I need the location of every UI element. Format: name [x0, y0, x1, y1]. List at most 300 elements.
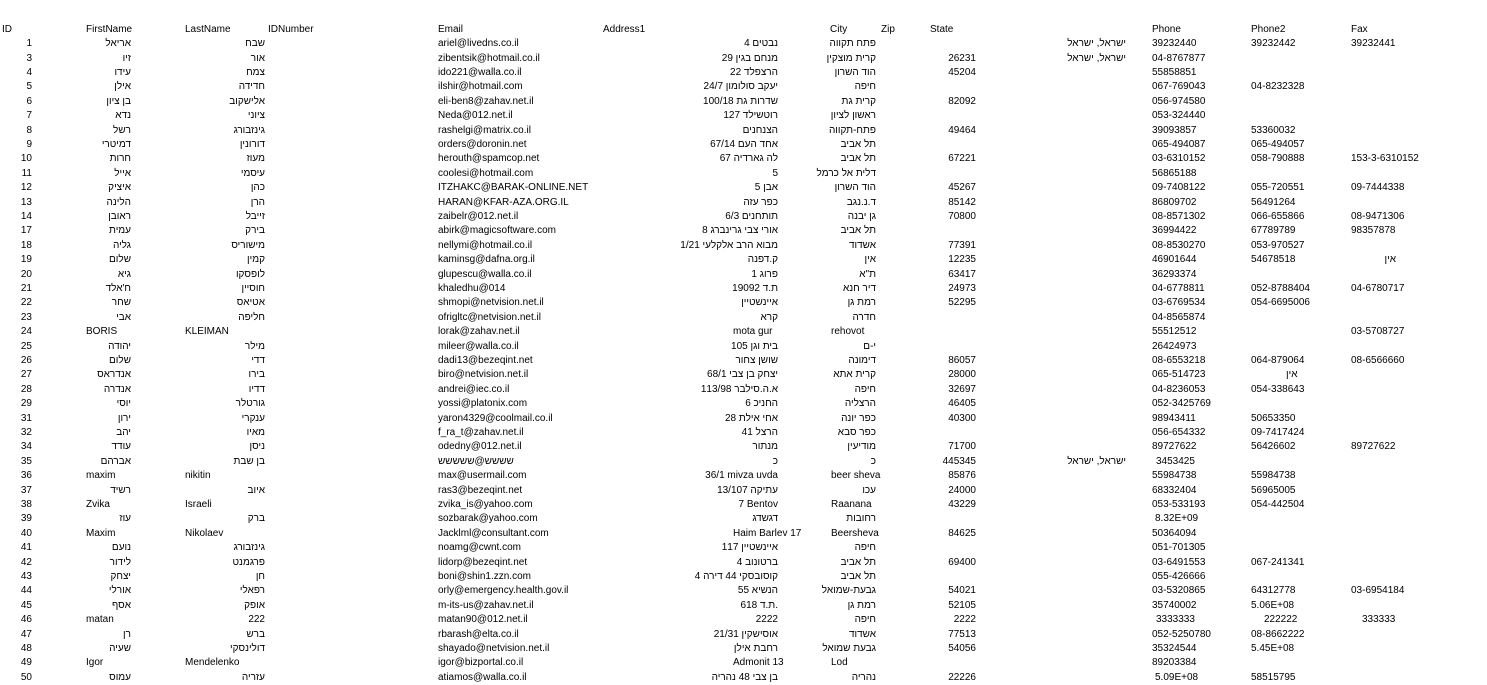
cell-first[interactable]: איציק: [108, 182, 131, 194]
cell-email[interactable]: ofrigltc@netvision.net.il: [438, 311, 541, 323]
cell-id[interactable]: 48: [20, 643, 32, 654]
cell-last[interactable]: לופסקו: [235, 268, 265, 280]
cell-phone[interactable]: 03-6491553: [1152, 556, 1206, 568]
column-header-phone[interactable]: Phone: [1152, 24, 1181, 35]
cell-first[interactable]: יצחק: [110, 571, 131, 582]
cell-phone[interactable]: 46901644: [1152, 254, 1197, 266]
cell-city[interactable]: גבעת שמואל: [822, 643, 876, 654]
table-row[interactable]: [0, 210, 1487, 224]
column-header-email[interactable]: Email: [438, 24, 464, 35]
table-row[interactable]: [0, 628, 1487, 642]
cell-id[interactable]: 1: [26, 38, 32, 50]
cell-email[interactable]: dadi13@bezeqint.net: [438, 355, 533, 366]
cell-phone[interactable]: 08-6553218: [1152, 355, 1206, 366]
cell-addr[interactable]: יצחק בן צבי 68/1: [707, 369, 778, 381]
cell-email[interactable]: orly@emergency.health.gov.il: [438, 585, 569, 597]
column-header-first[interactable]: FirstName: [86, 24, 133, 35]
cell-fax[interactable]: 03-6954184: [1351, 585, 1405, 597]
cell-zip[interactable]: 71700: [948, 441, 976, 453]
cell-zip[interactable]: 43229: [948, 499, 976, 510]
cell-phone2[interactable]: 066-655866: [1251, 211, 1305, 222]
cell-first[interactable]: חרות: [109, 153, 131, 165]
cell-email[interactable]: ido221@walla.co.il: [438, 67, 522, 78]
cell-id[interactable]: 11: [21, 167, 32, 179]
cell-id[interactable]: 37: [20, 484, 32, 496]
cell-id[interactable]: 17: [20, 225, 32, 237]
column-header-idnum[interactable]: IDNumber: [268, 24, 314, 35]
cell-phone[interactable]: 04-8236053: [1152, 383, 1206, 395]
cell-id[interactable]: 34: [20, 441, 32, 453]
column-header-phone2[interactable]: Phone2: [1251, 24, 1286, 35]
cell-addr[interactable]: תותחנים 6/3: [725, 211, 778, 222]
cell-city[interactable]: תל אביב: [840, 225, 876, 237]
cell-first[interactable]: רשל: [113, 124, 131, 136]
cell-city[interactable]: נהריה: [851, 671, 876, 683]
cell-phone2[interactable]: 56426602: [1251, 441, 1296, 453]
cell-addr[interactable]: mota gur: [733, 326, 773, 338]
table-row[interactable]: [0, 671, 1487, 685]
cell-phone2[interactable]: 50653350: [1251, 412, 1296, 424]
table-row[interactable]: [0, 570, 1487, 584]
cell-phone2[interactable]: 54678518: [1251, 254, 1296, 266]
cell-id[interactable]: 24: [20, 326, 32, 338]
cell-phone2[interactable]: 054-442504: [1251, 499, 1305, 510]
cell-city[interactable]: י-ם: [863, 340, 876, 352]
cell-addr[interactable]: כפר עזה: [743, 196, 778, 208]
cell-first[interactable]: נדא: [115, 110, 131, 122]
cell-first[interactable]: נועם: [111, 542, 131, 554]
cell-first[interactable]: עמוס: [109, 671, 131, 683]
cell-last[interactable]: גינזבורג: [233, 542, 265, 554]
cell-zip[interactable]: 26231: [948, 52, 976, 64]
table-row[interactable]: [0, 412, 1487, 426]
cell-email[interactable]: eli-ben8@zahav.net.il: [438, 95, 534, 107]
cell-addr[interactable]: ת.ד 19092: [732, 283, 778, 294]
cell-zip[interactable]: 45204: [948, 67, 976, 78]
cell-city[interactable]: Lod: [831, 657, 848, 669]
cell-first[interactable]: BORIS: [86, 326, 118, 338]
cell-addr[interactable]: דגשדג: [752, 513, 778, 525]
cell-fax[interactable]: 333333: [1362, 614, 1396, 626]
cell-phone[interactable]: 065-514723: [1152, 369, 1206, 381]
cell-last[interactable]: שבח: [245, 38, 265, 50]
table-row[interactable]: [0, 397, 1487, 411]
cell-email[interactable]: khaledhu@014: [438, 283, 506, 294]
table-row[interactable]: [0, 253, 1487, 267]
cell-addr[interactable]: 7 Bentov: [738, 499, 778, 510]
cell-first[interactable]: ירון: [117, 412, 131, 424]
cell-email[interactable]: herouth@spamcop.net: [438, 153, 540, 165]
cell-phone2[interactable]: 053-970527: [1251, 239, 1305, 251]
cell-zip[interactable]: 28000: [948, 369, 976, 381]
column-header-last[interactable]: LastName: [185, 24, 231, 35]
cell-city[interactable]: חיפה: [854, 614, 876, 626]
cell-email[interactable]: yossi@platonix.com: [438, 398, 528, 410]
cell-first[interactable]: שלום: [109, 254, 131, 266]
cell-city[interactable]: אשדוד: [848, 628, 876, 640]
cell-fax[interactable]: 04-6780717: [1351, 283, 1405, 294]
cell-email[interactable]: nellymi@hotmail.co.il: [438, 239, 533, 251]
cell-city[interactable]: תל אביב: [840, 139, 876, 150]
cell-email[interactable]: boni@shin1.zzn.com: [438, 571, 531, 582]
cell-city[interactable]: פתח-תקווה: [828, 124, 876, 136]
cell-phone[interactable]: 36293374: [1152, 268, 1197, 280]
cell-zip[interactable]: 69400: [948, 556, 976, 568]
cell-last[interactable]: צמח: [246, 67, 265, 78]
cell-phone[interactable]: 55858851: [1152, 67, 1197, 78]
cell-first[interactable]: Maxim: [86, 527, 116, 539]
cell-addr[interactable]: קרא: [760, 311, 778, 323]
cell-addr[interactable]: הרצפלד 22: [730, 67, 778, 78]
cell-first[interactable]: אריאל: [105, 38, 131, 50]
column-header-id[interactable]: ID: [2, 24, 12, 35]
cell-addr[interactable]: שדרות גת 100/18: [703, 95, 778, 107]
cell-city[interactable]: הוד השרון: [834, 182, 876, 194]
cell-id[interactable]: 43: [20, 571, 32, 582]
cell-email[interactable]: matan90@012.net.il: [438, 614, 528, 626]
cell-last[interactable]: דדיו: [248, 383, 265, 395]
cell-phone2[interactable]: 39232442: [1251, 38, 1296, 50]
cell-first[interactable]: שעיה: [109, 643, 131, 654]
cell-phone[interactable]: 98943411: [1152, 412, 1196, 424]
cell-addr[interactable]: ק.דפנה: [747, 254, 778, 266]
cell-last[interactable]: ברש: [246, 628, 265, 640]
column-header-addr[interactable]: Address1: [603, 24, 646, 35]
cell-phone[interactable]: 5.09E+08: [1155, 671, 1199, 683]
cell-city[interactable]: כפר סבא: [837, 427, 876, 438]
cell-phone2[interactable]: 054-6695006: [1251, 297, 1310, 309]
cell-zip[interactable]: 2222: [953, 614, 976, 626]
cell-addr[interactable]: רוטשילד 127: [723, 110, 778, 122]
cell-phone[interactable]: 053-533193: [1152, 499, 1206, 510]
cell-first[interactable]: Igor: [86, 657, 104, 669]
column-header-city[interactable]: City: [830, 24, 848, 35]
cell-phone2[interactable]: 55984738: [1251, 470, 1296, 482]
cell-id[interactable]: 4: [26, 67, 32, 78]
cell-city[interactable]: גן יבנה: [847, 211, 876, 222]
cell-email[interactable]: kaminsg@dafna.org.il: [438, 254, 535, 266]
cell-email[interactable]: coolesi@hotmail.com: [438, 167, 534, 179]
cell-country[interactable]: ישראל, ישראל: [1067, 455, 1126, 467]
cell-city[interactable]: רמת גן: [847, 599, 876, 611]
cell-first[interactable]: עוז: [119, 513, 131, 525]
table-row[interactable]: [0, 541, 1487, 555]
cell-phone[interactable]: 3333333: [1156, 614, 1195, 626]
cell-email[interactable]: zaibelr@012.net.il: [438, 211, 519, 222]
cell-city[interactable]: הרצליה: [844, 398, 876, 410]
cell-zip[interactable]: 52105: [948, 599, 976, 611]
cell-email[interactable]: yaron4329@coolmail.co.il: [438, 412, 553, 424]
cell-first[interactable]: עמית: [109, 225, 131, 237]
cell-city[interactable]: דלית אל כרמל: [816, 167, 876, 179]
cell-city[interactable]: כפר יונה: [841, 412, 876, 424]
cell-id[interactable]: 49: [20, 657, 32, 669]
cell-id[interactable]: 13: [20, 196, 32, 208]
cell-last[interactable]: עזריה: [241, 671, 265, 683]
cell-city[interactable]: דימונה: [848, 355, 876, 366]
column-header-zip[interactable]: Zip: [881, 24, 895, 35]
cell-addr[interactable]: הנשיא 55: [737, 585, 778, 597]
table-row[interactable]: [0, 368, 1487, 382]
cell-phone[interactable]: 09-7408122: [1152, 182, 1206, 194]
table-row[interactable]: [0, 37, 1487, 51]
cell-zip[interactable]: 22226: [948, 671, 976, 683]
cell-last[interactable]: מילר: [244, 340, 265, 352]
cell-first[interactable]: ראובן: [108, 211, 131, 222]
cell-id[interactable]: 8: [26, 124, 32, 136]
cell-last[interactable]: חוסיין: [241, 283, 265, 294]
table-row[interactable]: [0, 181, 1487, 195]
cell-phone2[interactable]: 065-494057: [1251, 139, 1305, 150]
cell-phone[interactable]: 68332404: [1152, 484, 1197, 496]
cell-email[interactable]: HARAN@KFAR-AZA.ORG.IL: [438, 196, 569, 208]
cell-phone[interactable]: 86809702: [1152, 196, 1197, 208]
cell-email[interactable]: atiamos@walla.co.il: [438, 671, 527, 683]
cell-zip[interactable]: 445345: [942, 455, 976, 467]
cell-email[interactable]: lorak@zahav.net.il: [438, 326, 520, 338]
table-row[interactable]: [0, 498, 1487, 512]
cell-email[interactable]: Neda@012.net.il: [438, 110, 513, 122]
cell-country[interactable]: ישראל, ישראל: [1067, 38, 1126, 50]
cell-id[interactable]: 6: [26, 95, 32, 107]
cell-city[interactable]: ד.נ.נגב: [846, 196, 876, 208]
cell-addr[interactable]: מבוא הרב אלקלעי 1/21: [680, 239, 778, 251]
cell-id[interactable]: 25: [20, 340, 32, 352]
cell-first[interactable]: אברהם: [100, 455, 131, 467]
cell-city[interactable]: אין: [864, 254, 876, 266]
cell-last[interactable]: פרגמנט: [232, 556, 265, 568]
cell-id[interactable]: 28: [20, 383, 32, 395]
cell-last[interactable]: מאיו: [246, 427, 265, 438]
cell-city[interactable]: רמת גן: [847, 297, 876, 309]
cell-last[interactable]: KLEIMAN: [185, 326, 229, 338]
cell-phone[interactable]: 89727622: [1152, 441, 1197, 453]
cell-email[interactable]: mileer@walla.co.il: [438, 340, 519, 352]
cell-email[interactable]: igor@bizportal.co.il: [438, 657, 524, 669]
table-row[interactable]: [0, 642, 1487, 656]
cell-id[interactable]: 14: [20, 211, 32, 222]
cell-email[interactable]: ras3@bezeqint.net: [438, 484, 523, 496]
cell-fax[interactable]: 89727622: [1351, 441, 1396, 453]
cell-id[interactable]: 42: [20, 556, 32, 568]
cell-id[interactable]: 38: [20, 499, 32, 510]
cell-last[interactable]: חדידה: [238, 81, 265, 93]
cell-id[interactable]: 40: [20, 527, 32, 539]
cell-last[interactable]: גורטלר: [235, 398, 265, 410]
cell-phone2[interactable]: 04-8232328: [1251, 81, 1305, 93]
cell-first[interactable]: בן ציון: [106, 95, 131, 107]
cell-phone[interactable]: 056-654332: [1152, 427, 1206, 438]
cell-zip[interactable]: 46405: [948, 398, 976, 410]
cell-id[interactable]: 5: [26, 81, 32, 93]
cell-first[interactable]: יהב: [116, 427, 131, 438]
cell-city[interactable]: פתח תקווה: [829, 38, 876, 50]
cell-email[interactable]: odedny@012.net.il: [438, 441, 522, 453]
cell-zip[interactable]: 67221: [948, 153, 976, 165]
cell-phone[interactable]: 35324544: [1152, 643, 1197, 654]
table-row[interactable]: [0, 196, 1487, 210]
cell-phone[interactable]: 055-426666: [1152, 571, 1206, 582]
cell-addr[interactable]: בית וגן 105: [731, 340, 778, 352]
cell-first[interactable]: הלינה: [106, 196, 131, 208]
cell-phone[interactable]: 50364094: [1152, 527, 1197, 539]
cell-first[interactable]: maxim: [86, 470, 116, 482]
cell-city[interactable]: Raanana: [831, 499, 872, 510]
cell-email[interactable]: m-its-us@zahav.net.il: [438, 599, 534, 611]
cell-first[interactable]: יהודה: [108, 340, 131, 352]
cell-last[interactable]: ציוני: [247, 110, 265, 122]
cell-phone[interactable]: 36994422: [1152, 225, 1197, 237]
cell-phone2[interactable]: 5.45E+08: [1251, 643, 1295, 654]
cell-id[interactable]: 31: [20, 412, 32, 424]
cell-id[interactable]: 47: [20, 628, 32, 640]
cell-zip[interactable]: 63417: [948, 268, 976, 280]
cell-fax[interactable]: 09-7444338: [1351, 182, 1405, 194]
table-row[interactable]: [0, 469, 1487, 483]
cell-email[interactable]: andrei@iec.co.il: [438, 383, 510, 395]
cell-phone[interactable]: 051-701305: [1152, 542, 1206, 554]
cell-id[interactable]: 21: [20, 283, 32, 294]
cell-zip[interactable]: 54056: [948, 643, 976, 654]
table-row[interactable]: [0, 124, 1487, 138]
cell-phone2[interactable]: 222222: [1264, 614, 1298, 626]
table-row[interactable]: [0, 354, 1487, 368]
cell-id[interactable]: 29: [20, 398, 32, 410]
cell-id[interactable]: 44: [20, 585, 32, 597]
cell-zip[interactable]: 86057: [948, 355, 976, 366]
cell-city[interactable]: הוד השרון: [834, 67, 876, 78]
cell-phone2[interactable]: 09-7417424: [1251, 427, 1305, 438]
cell-id[interactable]: 7: [26, 110, 32, 122]
cell-id[interactable]: 39: [20, 513, 32, 525]
cell-last[interactable]: כהן: [250, 182, 265, 194]
cell-zip[interactable]: 32697: [948, 383, 976, 395]
table-row[interactable]: [0, 152, 1487, 166]
cell-city[interactable]: beer sheva: [831, 470, 881, 482]
cell-addr[interactable]: א.ה.סילבר 113/98: [700, 383, 778, 395]
cell-addr[interactable]: בן צבי 48 נהריה: [711, 671, 778, 683]
cell-city[interactable]: חיפה: [854, 383, 876, 395]
cell-first[interactable]: רן: [123, 628, 131, 640]
cell-addr[interactable]: לה גארדיה 67: [719, 153, 778, 165]
table-row[interactable]: [0, 656, 1487, 670]
table-row[interactable]: [0, 383, 1487, 397]
cell-phone[interactable]: 03-5320865: [1152, 585, 1206, 597]
cell-email[interactable]: glupescu@walla.co.il: [438, 268, 532, 280]
cell-email[interactable]: f_ra_t@zahav.net.il: [438, 427, 524, 438]
cell-id[interactable]: 27: [20, 369, 32, 381]
cell-last[interactable]: Israeli: [185, 499, 212, 510]
cell-phone2[interactable]: 054-338643: [1251, 383, 1305, 395]
table-row[interactable]: [0, 584, 1487, 598]
cell-last[interactable]: בן שבת: [233, 455, 265, 467]
cell-phone[interactable]: 3453425: [1156, 455, 1195, 467]
cell-city[interactable]: ת"א: [859, 268, 876, 280]
table-row[interactable]: [0, 484, 1487, 498]
cell-last[interactable]: Nikolaev: [185, 527, 224, 539]
cell-id[interactable]: 10: [20, 153, 32, 165]
cell-phone2[interactable]: 067-241341: [1251, 556, 1305, 568]
cell-first[interactable]: שלום: [109, 355, 131, 366]
cell-email[interactable]: shayado@netvision.net.il: [438, 643, 550, 654]
cell-first[interactable]: ח'אלד: [105, 283, 131, 294]
cell-id[interactable]: 19: [20, 254, 32, 266]
cell-addr[interactable]: ברטונוב 4: [736, 556, 778, 568]
table-row[interactable]: [0, 52, 1487, 66]
cell-email[interactable]: ilshir@hotmail.com: [438, 81, 523, 93]
cell-email[interactable]: שששש@ששששש: [438, 455, 514, 467]
cell-last[interactable]: nikitin: [185, 470, 211, 482]
cell-phone[interactable]: 35740002: [1152, 599, 1197, 611]
cell-addr[interactable]: הצנחנים: [742, 124, 778, 136]
cell-city[interactable]: תל אביב: [840, 571, 876, 582]
cell-zip[interactable]: 84625: [948, 527, 976, 539]
cell-phone[interactable]: 065-494087: [1152, 139, 1206, 150]
cell-last[interactable]: אטיאס: [236, 297, 265, 309]
table-row[interactable]: [0, 455, 1487, 469]
cell-id[interactable]: 3: [26, 52, 32, 64]
cell-first[interactable]: אייל: [114, 167, 131, 179]
cell-email[interactable]: zibentsik@hotmail.co.il: [438, 52, 540, 64]
cell-fax[interactable]: 39232441: [1351, 38, 1396, 50]
cell-city[interactable]: חיפה: [854, 81, 876, 93]
cell-last[interactable]: קמין: [247, 254, 265, 266]
cell-city[interactable]: קרית אתא: [833, 369, 876, 381]
cell-city[interactable]: מודיעין: [847, 441, 876, 453]
cell-city[interactable]: אשדוד: [848, 239, 876, 251]
cell-email[interactable]: Jacklml@consultant.com: [438, 527, 549, 539]
cell-last[interactable]: דדי: [251, 355, 265, 366]
cell-last[interactable]: איוב: [247, 484, 265, 496]
cell-last[interactable]: אור: [250, 52, 265, 64]
table-row[interactable]: [0, 527, 1487, 541]
cell-addr[interactable]: קוסובסקי 44 דירה 4: [694, 571, 778, 582]
table-row[interactable]: [0, 109, 1487, 123]
cell-city[interactable]: rehovot: [831, 326, 865, 338]
table-row[interactable]: [0, 239, 1487, 253]
cell-phone[interactable]: 04-8767877: [1152, 52, 1206, 64]
cell-first[interactable]: Zvika: [86, 499, 110, 510]
table-row[interactable]: [0, 311, 1487, 325]
cell-email[interactable]: sozbarak@yahoo.com: [438, 513, 538, 525]
cell-city[interactable]: תל אביב: [840, 153, 876, 165]
cell-addr[interactable]: 5: [772, 167, 778, 179]
cell-first[interactable]: זיו: [122, 52, 131, 64]
cell-last[interactable]: רפאלי: [239, 585, 265, 597]
cell-last[interactable]: אלישקוב: [229, 95, 265, 107]
cell-last[interactable]: חן: [255, 571, 265, 582]
cell-id[interactable]: 45: [20, 599, 32, 611]
cell-id[interactable]: 46: [20, 614, 32, 626]
cell-id[interactable]: 32: [20, 427, 32, 438]
cell-phone[interactable]: 55512512: [1152, 326, 1197, 338]
cell-id[interactable]: 9: [26, 139, 32, 150]
cell-email[interactable]: lidorp@bezeqint.net: [438, 556, 528, 568]
cell-city[interactable]: תל אביב: [840, 556, 876, 568]
cell-addr[interactable]: רחבת אילן: [733, 643, 778, 654]
cell-phone[interactable]: 067-769043: [1152, 81, 1206, 93]
cell-first[interactable]: אנדרה: [103, 383, 131, 395]
cell-last[interactable]: ברק: [247, 513, 265, 525]
cell-addr[interactable]: נבטים 4: [744, 38, 778, 50]
cell-zip[interactable]: 85876: [948, 470, 976, 482]
cell-phone[interactable]: 39232440: [1152, 38, 1197, 50]
cell-last[interactable]: Mendelenko: [185, 657, 240, 669]
cell-city[interactable]: דיר חנא: [842, 283, 876, 294]
cell-first[interactable]: גליה: [112, 239, 131, 251]
cell-first[interactable]: עודד: [111, 441, 131, 453]
cell-zip[interactable]: 40300: [948, 412, 976, 424]
